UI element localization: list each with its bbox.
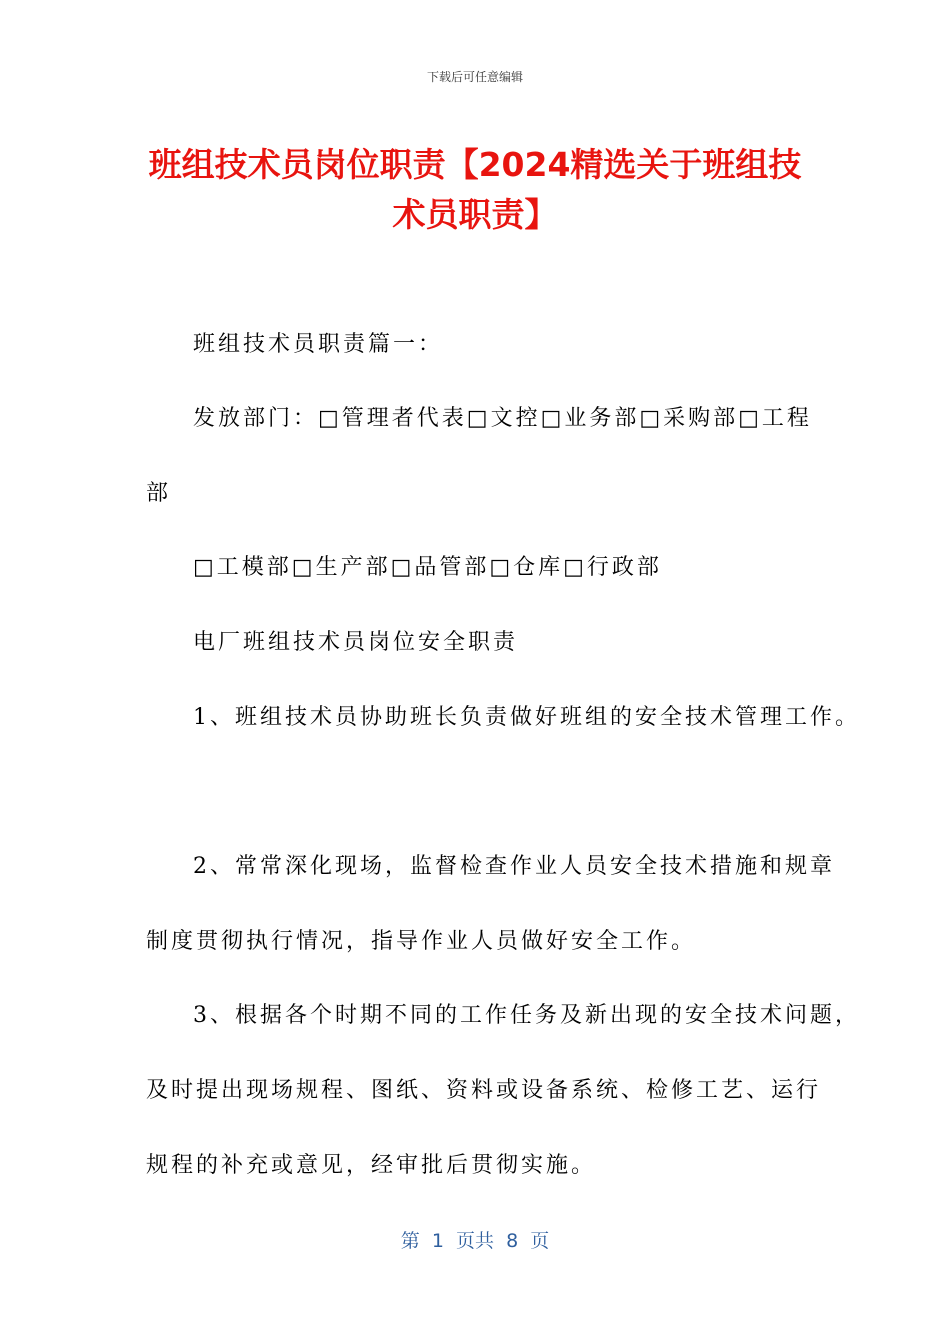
item-1: 1、班组技术员协助班长负责做好班组的安全技术管理工作。	[193, 705, 860, 730]
item-2-line-1: 2、常常深化现场，监督检查作业人员安全技术措施和规章	[193, 854, 835, 879]
item-3-line-2: 及时提出现场规程、图纸、资料或设备系统、检修工艺、运行	[146, 1078, 822, 1103]
distribution-line-1: 发放部门：□管理者代表□文控□业务部□采购部□工程	[193, 406, 812, 431]
item-3-line-3: 规程的补充或意见，经审批后贯彻实施。	[146, 1153, 597, 1178]
page-footer: 第 1 页共 8 页	[400, 1230, 550, 1252]
document-title: 班组技术员岗位职责【2024精选关于班组技术员职责】	[148, 145, 802, 234]
distribution-line-3: □工模部□生产部□品管部□仓库□行政部	[193, 555, 662, 580]
header-note: 下载后可任意编辑	[426, 70, 523, 84]
subheading: 电厂班组技术员岗位安全职责	[193, 630, 519, 655]
section-heading: 班组技术员职责篇一：	[193, 332, 444, 357]
item-2-line-2: 制度贯彻执行情况，指导作业人员做好安全工作。	[146, 929, 697, 954]
item-3-line-1: 3、根据各个时期不同的工作任务及新出现的安全技术问题，	[193, 1003, 860, 1028]
distribution-line-2: 部	[146, 481, 172, 506]
